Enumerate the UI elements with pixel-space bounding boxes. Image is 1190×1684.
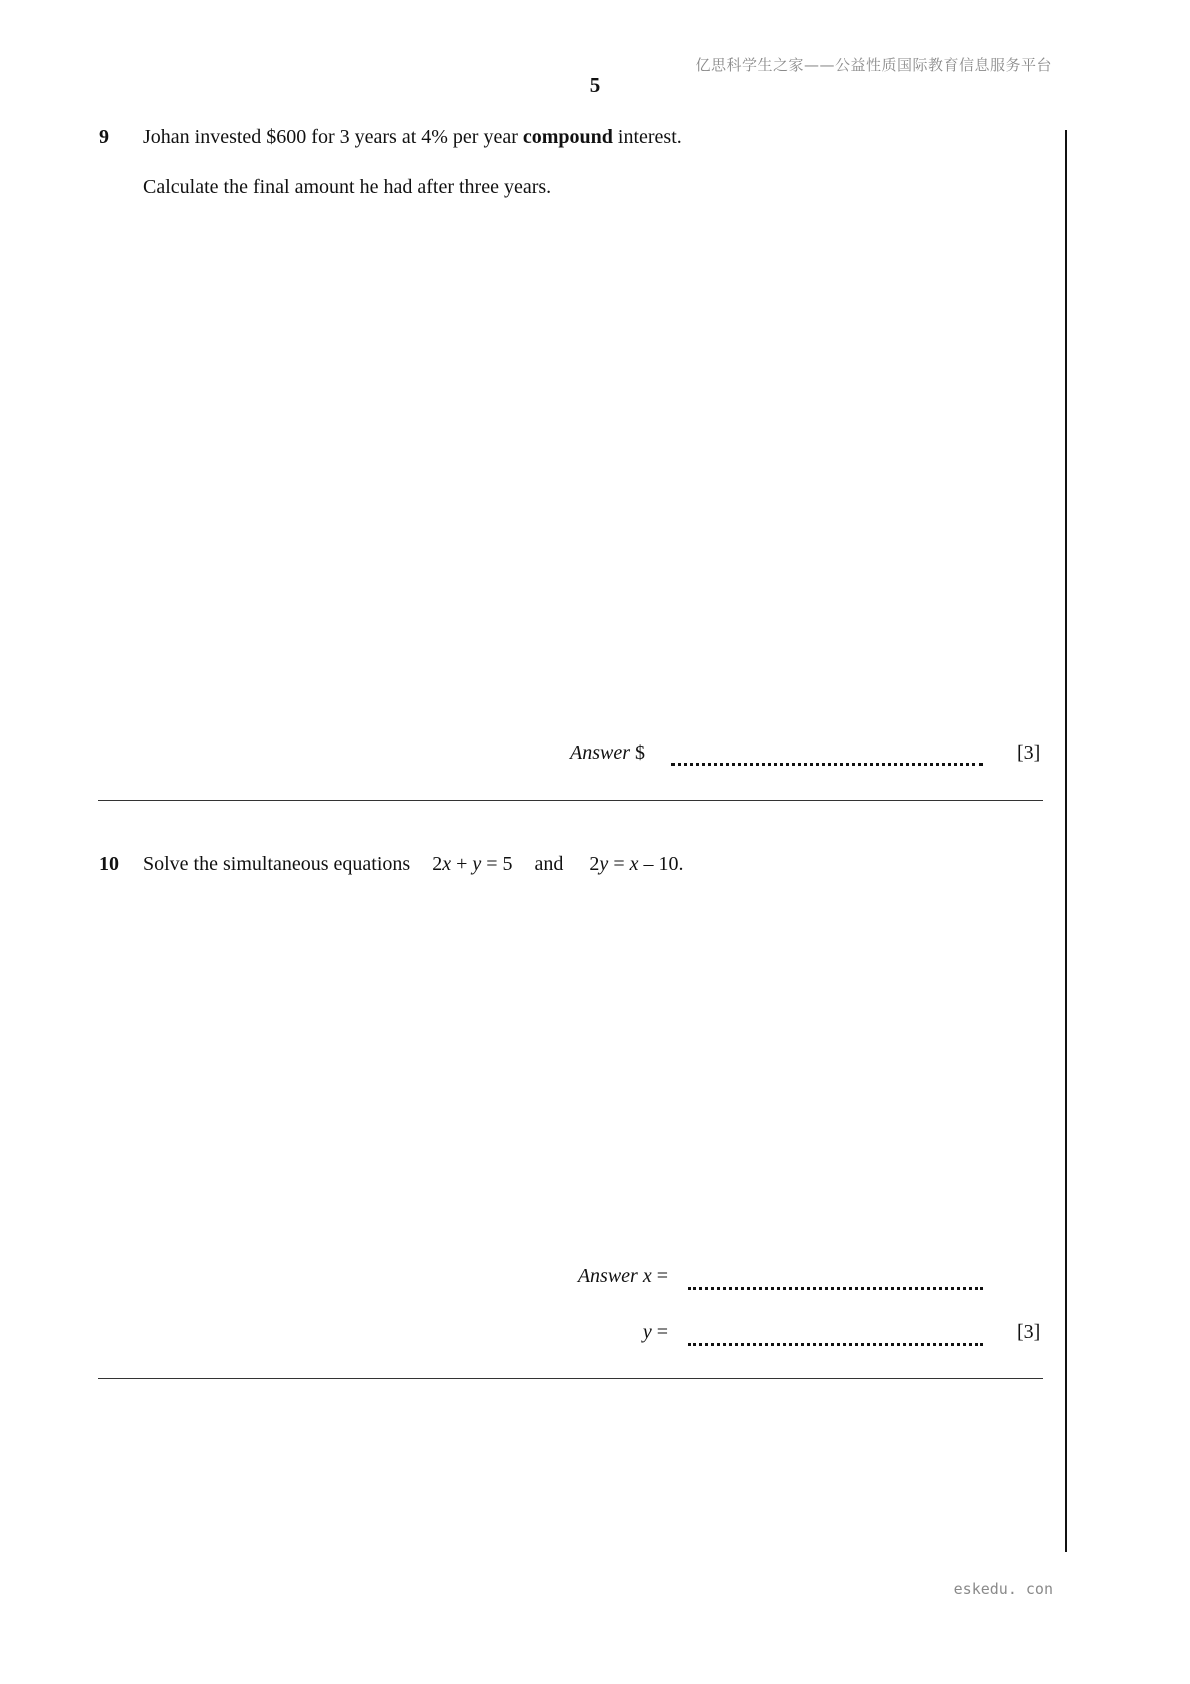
question-9-text-end: interest. (612, 126, 682, 148)
question-10-answer-y-label: y = (642, 1321, 668, 1343)
question-9-instruction: Calculate the final amount he had after three years. (143, 176, 552, 198)
question-9-text-start: Johan invested $600 for 3 years at 4% per year (143, 126, 523, 148)
question-divider (98, 800, 1043, 801)
question-10-answer-y-field[interactable] (688, 1343, 983, 1346)
equation-1: 2x + y = 5 (432, 853, 513, 875)
page-number: 5 (589, 73, 601, 97)
equation-2: 2y = x – 10. (589, 853, 684, 875)
question-10-answer-x-field[interactable] (688, 1287, 983, 1290)
question-9-keyword: compound (522, 126, 613, 148)
conjunction: and (534, 853, 564, 875)
margin-line (1065, 130, 1067, 1552)
question-9-answer-field[interactable] (671, 763, 983, 766)
question-9-marks: [3] (1017, 742, 1041, 764)
question-9-answer-label (520, 742, 645, 765)
question-9-text (143, 126, 682, 149)
question-10-number: 10 (99, 853, 119, 875)
footer-watermark: eskedu. con (953, 1580, 1053, 1598)
question-10-text (143, 853, 683, 876)
question-9-number: 9 (99, 126, 109, 148)
answer-unit: $ (635, 742, 645, 764)
question-10-prompt: Solve the simultaneous equations (143, 853, 411, 875)
question-10-answer-x-label: Answer x = (577, 1265, 668, 1287)
answer-word: Answer (570, 742, 630, 764)
question-divider-bottom (98, 1378, 1043, 1379)
question-10-marks: [3] (1017, 1321, 1041, 1343)
header-watermark: 亿思科学生之家——公益性质国际教育信息服务平台 (695, 56, 1052, 74)
